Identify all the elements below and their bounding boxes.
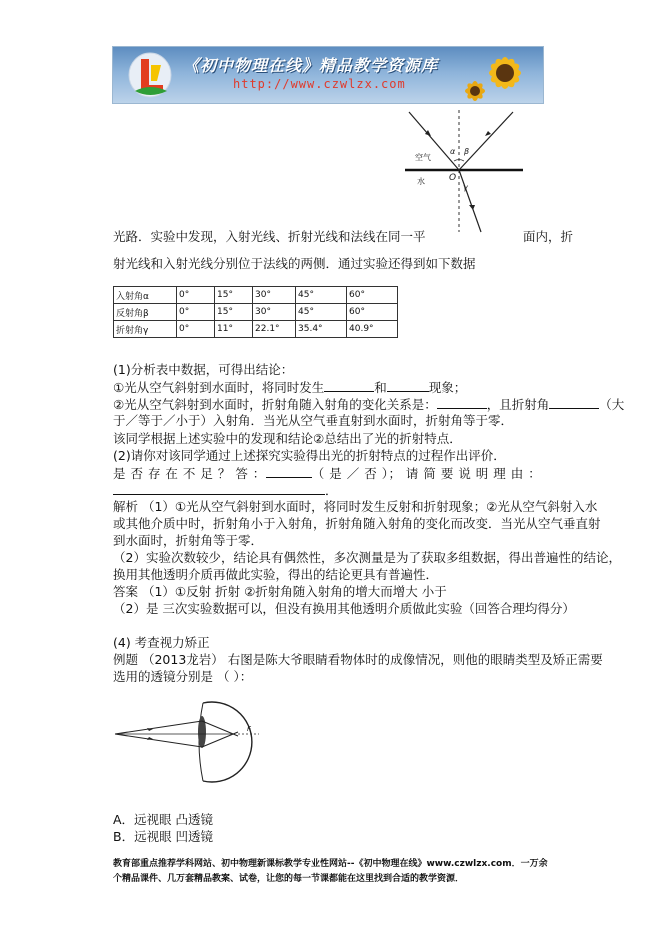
lens-shape: [198, 716, 206, 748]
label-air: 空气: [415, 153, 431, 162]
sunflower-image: [465, 47, 543, 103]
question-1-item-2-cont: 于／等于／小于）入射角．当光从空气垂直射到水面时，折射角等于零．: [113, 413, 514, 428]
eyeball-outline: [203, 702, 252, 782]
light-ray: [115, 721, 202, 734]
light-ray: [115, 734, 202, 747]
svg-text:F: F: [247, 725, 252, 733]
question-1-item-1: ①光从空气斜射到水面时，将同时发生 和 现象；: [113, 380, 467, 395]
label-water: 水: [417, 177, 425, 186]
banner-title: 《初中物理在线》精品教学资源库: [183, 56, 439, 75]
page-footer: [113, 857, 563, 887]
answer-blank[interactable]: [387, 379, 429, 392]
text-line-2: 射光线和入射光线分别位于法线的两侧．通过实验还得到如下数据: [113, 256, 476, 271]
answer-blank[interactable]: [324, 379, 374, 392]
table-row: 反射角β 0° 15° 30° 45° 60°: [114, 304, 398, 321]
text-line-1: 光路．实验中发现，入射光线、折射光线和法线在同一平: [113, 229, 426, 244]
analysis-line-4: （2）实验次数较少，结论具有偶然性，多次测量是为了获取多组数据，得出普遍性的结论，: [113, 550, 621, 565]
question-2-prompt: 是 否 存 在 不 足 ？ 答 ： （ 是 ／ 否 ）； 请 简 要 说 明 理 由 ：: [113, 466, 542, 481]
example-line-1: 例题 （2013龙岩） 右图是陈大爷眼睛看物体时的成像情况，则他的眼睛类型及矫正需要: [113, 652, 603, 667]
answer-line-2: （2）是 三次实验数据可以，但没有换用其他透明介质做此实验（回答合理均得分）: [113, 601, 575, 616]
answer-line-1: 答案 （1）①反射 折射 ②折射角随入射角的增大而增大 小于: [113, 584, 447, 599]
banner-url[interactable]: http://www.czwlzx.com: [233, 77, 406, 91]
answer-blank[interactable]: [549, 396, 599, 409]
label-o: O: [449, 173, 457, 183]
question-1-summary: 该同学根据上述实验中的发现和结论②总结出了光的折射特点．: [113, 431, 462, 446]
reflected-ray: [459, 112, 513, 170]
analysis-line-1: 解析 （1）①光从空气斜射到水面时，将同时发生反射和折射现象；②光从空气斜射入水: [113, 499, 598, 514]
analysis-line-3: 到水面时，折射角等于零．: [113, 533, 264, 548]
label-beta: β: [464, 147, 470, 156]
refraction-diagram: [395, 108, 535, 236]
label-gamma: γ: [463, 183, 468, 192]
answer-blank[interactable]: [437, 396, 487, 409]
angle-data-table: [113, 286, 398, 338]
example-line-2: 选用的透镜分别是 （ ）：: [113, 669, 253, 684]
analysis-line-2: 或其他介质中时，折射角小于入射角，折射角随入射角的变化而改变．当光从空气垂直射: [113, 516, 601, 531]
eye-diagram: [113, 699, 263, 785]
option-a[interactable]: A．远视眼 凸透镜: [113, 812, 214, 827]
header-banner: [112, 46, 544, 104]
table-row: 折射角γ 0° 11° 22.1° 35.4° 40.9°: [114, 321, 398, 338]
text-line-1-end: 面内，折: [523, 229, 574, 244]
answer-blank[interactable]: [113, 482, 325, 495]
question-1: (1)分析表中数据，可得出结论：: [113, 362, 294, 377]
site-logo-icon: [127, 51, 173, 99]
answer-blank[interactable]: [266, 465, 312, 478]
question-2: (2)请你对该同学通过上述探究实验得出光的折射特点的过程作出评价．: [113, 448, 506, 463]
option-b[interactable]: B．远视眼 凹透镜: [113, 829, 214, 844]
analysis-line-5: 换用其他透明介质再做此实验，得出的结论更具有普遍性．: [113, 567, 439, 582]
label-alpha: α: [450, 147, 456, 156]
question-2-reason: ．: [113, 482, 338, 499]
table-row: 入射角α 0° 15° 30° 45° 60°: [114, 287, 398, 304]
footer-line-1: 教育部重点推荐学科网站、初中物理新课标教学专业性网站--《初中物理在线》www.czwlzx.com．一万余: [113, 859, 548, 869]
refracted-ray: [459, 170, 481, 232]
question-1-item-2: ②光从空气斜射到水面时，折射角随入射角的变化关系是： ，且折射角 （大: [113, 397, 625, 412]
section-heading: (4) 考查视力矫正: [113, 635, 210, 650]
footer-line-2: 个精品课件、几万套精品教案、试卷，让您的每一节课都能在这里找到合适的教学资源．: [113, 874, 465, 884]
